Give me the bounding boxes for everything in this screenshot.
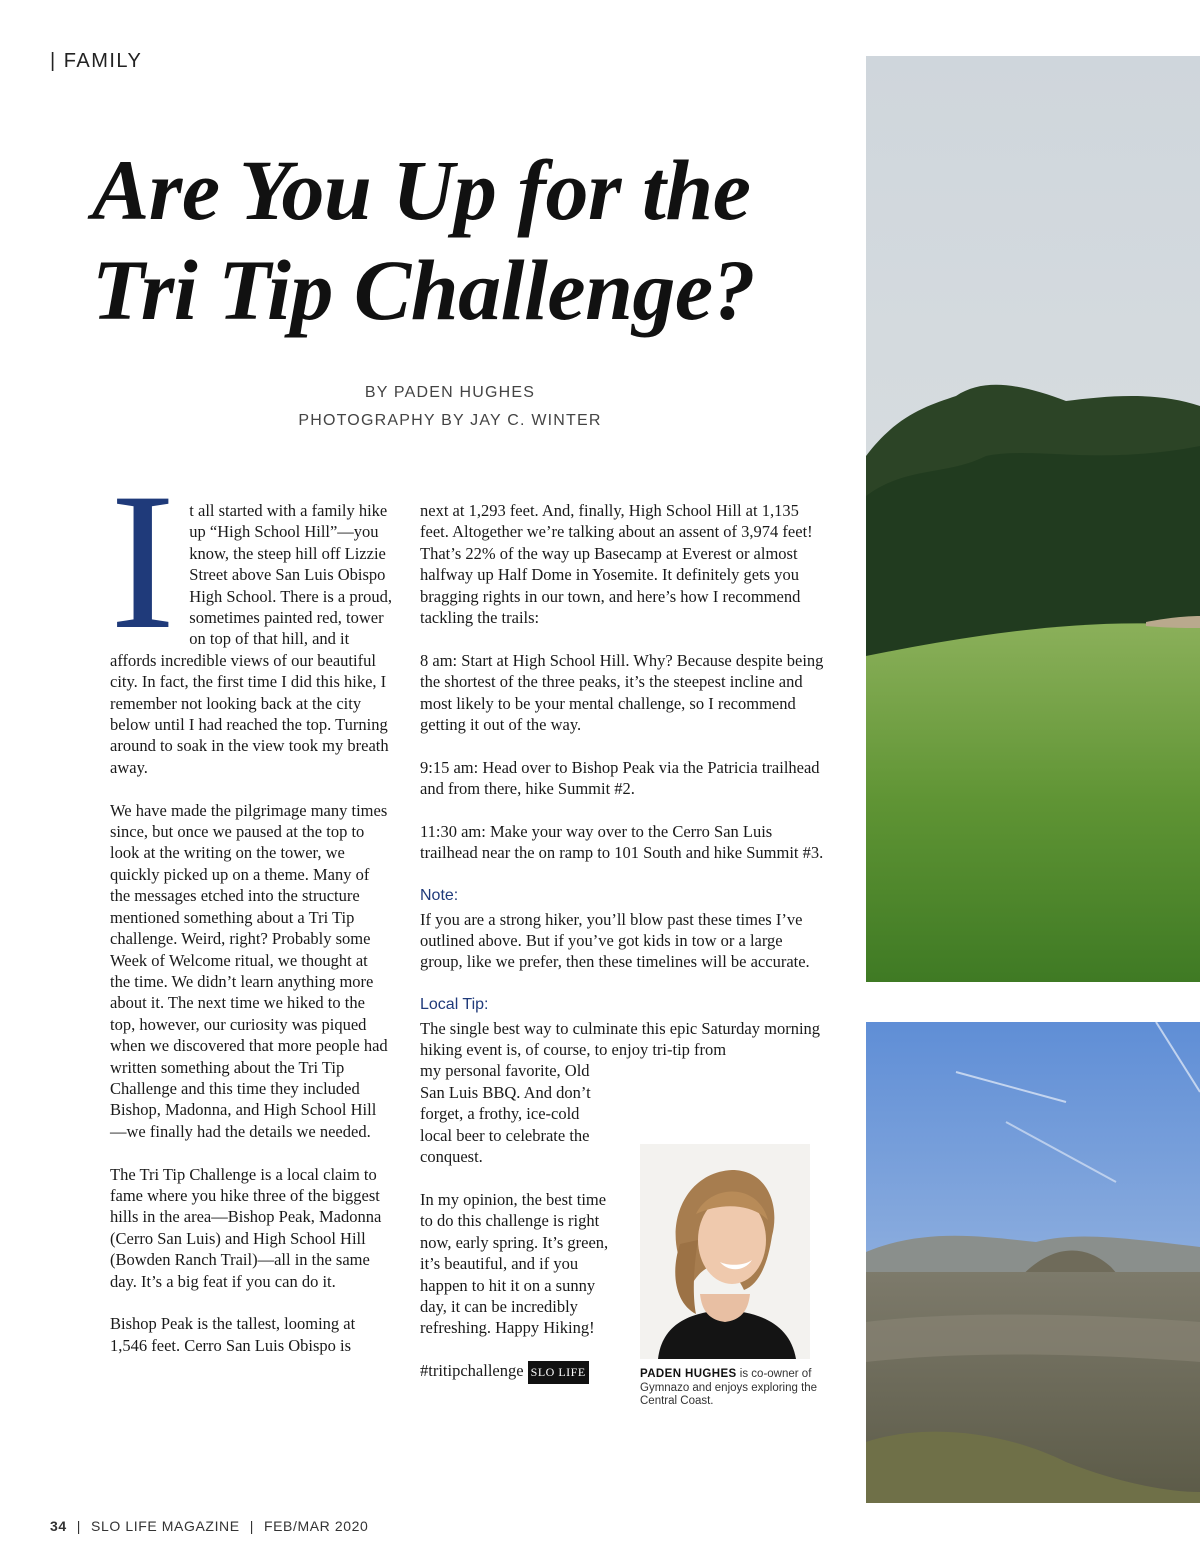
- city-view-photo: [866, 1022, 1200, 1503]
- author-bio: is co-owner of Gymnazo and enjoys exploring the Central Coast.: [640, 1368, 818, 1408]
- page-number: 34: [50, 1518, 67, 1534]
- title-line-1: Are You Up for the: [92, 142, 751, 238]
- end-mark-badge: SLO LIFE: [528, 1361, 589, 1384]
- local-tip-body-narrow: my personal favorite, Old San Luis BBQ. And don’t forget, a frothy, ice-cold local beer to celebrate the conquest.: [420, 1061, 591, 1167]
- paragraph-2: We have made the pilgrimage many times since, but once we paused at the top to look at the writing on the tower, we quickly picked up on a theme. Many of the messages etched into the structure mentioned something about a Tri Tip challenge. Weird, right? Probably some Week of Welcome ritual, we thought at the time. We didn’t learn anything more about it. The next time we hiked to the top, however, our curiosity was piqued when we discovered that more people had written something about the Tri Tip Challenge and this time they included Bishop, Madonna, and High School Hill—we finally had the details we needed.: [110, 800, 388, 1141]
- hillside-photo-image: [866, 56, 1200, 982]
- note-body: If you are a strong hiker, you’ll blow past these times I’ve outlined above. But if you’ve got kids in tow or a large group, like we prefer, then these timelines will be accurate.: [420, 909, 810, 972]
- author-portrait-image: [640, 1144, 810, 1359]
- title-line-2: Tri Tip Challenge?: [92, 242, 756, 338]
- article-title: [92, 140, 832, 340]
- paragraph-3: The Tri Tip Challenge is a local claim to fame where you hike three of the biggest hills in the area—Bishop Peak, Madonna (Cerro San Luis) and High School Hill (Bowden Ranch Trail)—all in the same day. It’s a big feat if you can do it.: [110, 1164, 382, 1291]
- paragraph-1: [110, 453, 392, 778]
- page-footer: 34 | SLO LIFE MAGAZINE | FEB/MAR 2020: [50, 1518, 369, 1534]
- local-tip-body-wide: The single best way to culminate this epic Saturday morning hiking event is, of course, to enjoy tri-tip from: [420, 1018, 821, 1060]
- paragraph-8: 11:30 am: Make your way over to the Cerro San Luis trailhead near the on ramp to 101 South and hike Summit #3.: [420, 822, 824, 863]
- local-tip-heading: Local Tip:: [420, 996, 489, 1014]
- hillside-photo: [866, 56, 1200, 982]
- paragraph-9: In my opinion, the best time to do this challenge is right now, early spring. It’s green, it’s beautiful, and if you happen to hit it on a sunny day, it can be incredibly refreshing. Happy Hiking!: [420, 1189, 609, 1338]
- author-photo: [640, 1144, 810, 1359]
- author-byline: BY PADEN HUGHES: [364, 384, 536, 401]
- paragraph-4: Bishop Peak is the tallest, looming at 1,546 feet. Cerro San Luis Obispo is: [110, 1314, 356, 1355]
- hashtag: #tritipchallenge: [420, 1361, 524, 1381]
- paragraph-6: 8 am: Start at High School Hill. Why? Because despite being the shortest of the three peaks, it’s the steepest incline and most likely to be your mental challenge, so I recommend getting it out of the way.: [420, 650, 824, 735]
- photography-byline: PHOTOGRAPHY BY JAY C. WINTER: [298, 412, 602, 429]
- drop-cap: I: [110, 453, 176, 670]
- author-caption: [640, 1368, 820, 1409]
- paragraph-5: next at 1,293 feet. And, finally, High School Hill at 1,135 feet. Altogether we’re talking about an assent of 3,974 feet! That’s 22% of the way up Basecamp at Everest or almost halfway up Half Dome in Yosemite. It definitely gets you bragging rights in our town, and here’s how I recommend tackling the trails:: [420, 501, 813, 628]
- magazine-name: SLO LIFE MAGAZINE: [91, 1518, 240, 1534]
- note-heading: Note:: [420, 887, 459, 905]
- issue-date: FEB/MAR 2020: [263, 1518, 369, 1534]
- paragraph-7: 9:15 am: Head over to Bishop Peak via the Patricia trailhead and from there, hike Summit #2.: [420, 757, 820, 799]
- paragraph-1-text: t all started with a family hike up “High School Hill”—you know, the steep hill off Lizzie Street above San Luis Obispo High School. There is a proud, sometimes painted red, tower on top of that hill, and it affords incredible views of our beautiful city. In fact, the first time I did this hike, I remember not looking back at the city below until I had reached the top. Turning around to soak in the view took my breath away.: [110, 501, 392, 777]
- author-name: PADEN HUGHES: [640, 1368, 737, 1380]
- city-view-photo-image: [866, 1022, 1200, 1503]
- article-column-1: [110, 453, 392, 1378]
- section-label: | FAMILY: [50, 50, 143, 72]
